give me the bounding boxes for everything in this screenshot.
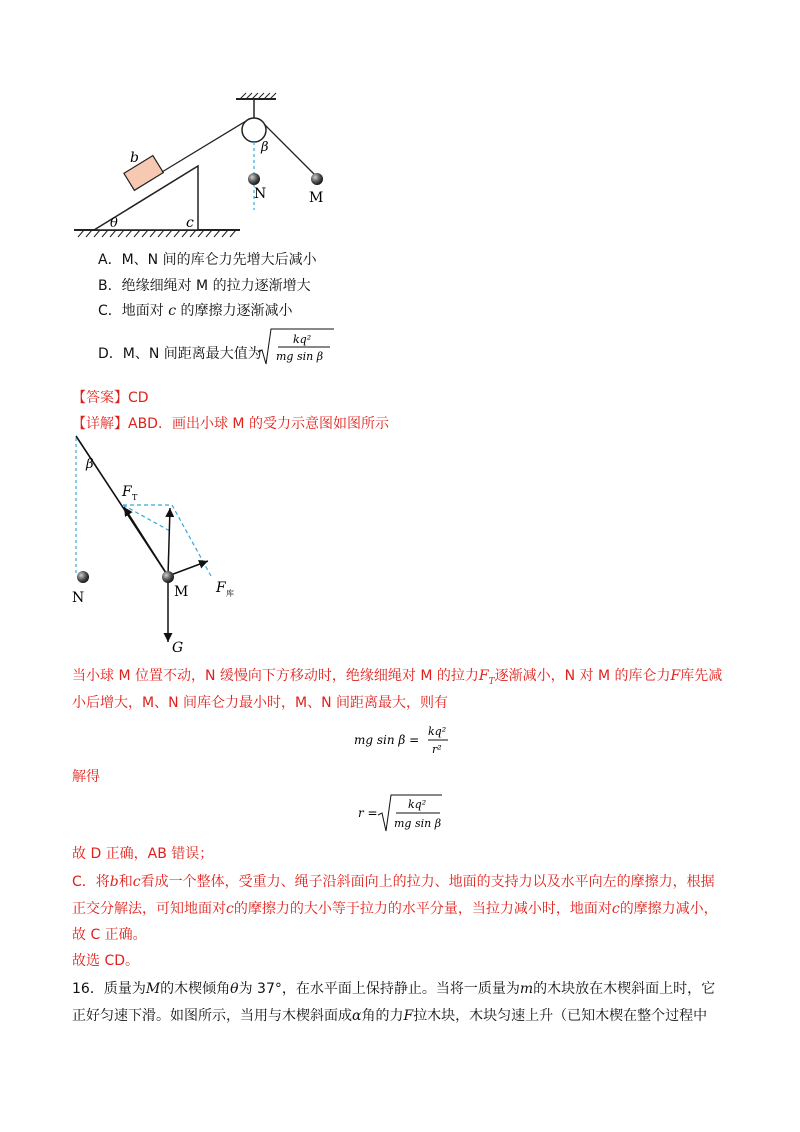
c-line2-d: c [611, 901, 620, 917]
q16-l2-F: F [403, 1008, 414, 1024]
q16-l1-m: m [519, 981, 534, 997]
c-line1-a: C．将 [72, 874, 110, 890]
label-c: c [186, 215, 194, 231]
c-line2-c: 的摩擦力的大小等于拉力的水平分量，当拉力减小时，地面对 [233, 901, 612, 917]
label-Fku-sub: 库 [226, 589, 234, 598]
equation-1 [352, 718, 462, 760]
option-d-formula [256, 326, 336, 368]
conclusion-1: 故 D 正确，AB 错误； [72, 846, 214, 862]
label-N: N [72, 590, 85, 606]
ball-M-icon [162, 571, 174, 583]
eq1-left: mg sin β = [354, 733, 420, 747]
label-beta: β [261, 140, 269, 155]
q16-l2-a: 正好匀速下滑。如图所示，当用与木楔斜面成 [72, 1008, 352, 1024]
q16-l1-M: M [145, 981, 161, 997]
q16-l1-a: 16．质量为 [72, 981, 146, 997]
q16-l2-alpha: α [352, 1008, 362, 1024]
q16-l1-b: 的木楔倾角 [160, 981, 231, 997]
option-a: A．M、N 间的库仑力先增大后减小 [98, 252, 317, 268]
q16-l2-c: 拉木块，木块匀速上升（已知木楔在整个过程中 [413, 1008, 708, 1024]
eq2-denominator: mg sin β [394, 817, 442, 830]
figure-force-diagram [66, 434, 266, 662]
eq1-numerator: kq² [428, 725, 447, 738]
label-beta: β [86, 457, 94, 472]
q16-line2 [72, 1003, 752, 1029]
figure-incline-pulley [70, 90, 350, 250]
option-c-var: c [168, 303, 177, 319]
answer-line [72, 387, 149, 407]
explain-line1-b: 逐渐减小，N 对 M 的库仑力 [494, 668, 671, 684]
q16-l1-theta: θ [230, 981, 239, 997]
label-G: G [172, 640, 184, 656]
option-b: B．绝缘细绳对 M 的拉力逐渐增大 [98, 278, 311, 294]
explain-line2: 小后增大，M、N 间库仑力最小时，M、N 间距离最大，则有 [72, 695, 449, 711]
ball-M-icon [311, 173, 323, 185]
eq2-left: r = [358, 806, 378, 820]
option-d-denominator: mg sin β [276, 350, 324, 363]
label-M: M [174, 584, 189, 600]
explain-line1-c: 库先减 [680, 668, 723, 684]
ball-N-icon [248, 173, 260, 185]
c-line1-c: 和 [118, 874, 133, 890]
q16-l1-d: 的木块放在木楔斜面上时，它 [533, 981, 716, 997]
q16-line1 [72, 976, 752, 1002]
explain-ft-sub: T [488, 676, 495, 687]
detail-intro: ABD．画出小球 M 的受力示意图如图所示 [128, 416, 389, 432]
option-c [98, 300, 293, 320]
c-explain-line1 [72, 869, 752, 895]
c-line1-b: b [109, 874, 119, 890]
label-theta: θ [110, 216, 118, 231]
explain-line1-text: 当小球 M 位置不动，N 缓慢向下方移动时，绝缘细绳对 M 的拉力 [72, 668, 479, 684]
c-line1-e: 看成一个整体，受重力、绳子沿斜面向上的拉力、地面的支持力以及水平向左的摩擦力，根据 [140, 874, 715, 890]
option-c-prefix: C．地面对 [98, 303, 164, 319]
q16-l2-b: 角的力 [361, 1008, 404, 1024]
c-line1-d: c [132, 874, 141, 890]
c-line2-b: c [226, 901, 234, 917]
final-answer: 故选 CD。 [72, 953, 140, 969]
label-FT-sub: T [132, 493, 138, 502]
ball-N-icon [77, 571, 89, 583]
label-Fku: F [216, 580, 226, 596]
label-FT: F [122, 484, 132, 500]
label-M: M [309, 190, 324, 206]
label-N: N [254, 186, 267, 202]
c-line2-a: 正交分解法，可知地面对 [72, 901, 226, 917]
option-d: D．M、N 间距离最大值为 [98, 346, 262, 362]
eq1-denominator: r² [432, 743, 442, 756]
equation-2 [356, 791, 446, 835]
c-explain-line2 [72, 896, 752, 922]
c-line2-e: 的摩擦力减小， [619, 901, 718, 917]
option-c-suffix: 的摩擦力逐渐减小 [180, 303, 293, 319]
explain-f: F [670, 668, 681, 684]
option-d-numerator: kq² [293, 333, 312, 346]
eq2-numerator: kq² [408, 798, 427, 811]
q16-l1-c: 为 37°，在水平面上保持静止。当将一质量为 [238, 981, 520, 997]
detail-line [72, 413, 389, 433]
detail-tag: 【详解】 [72, 416, 128, 432]
answer-value: CD [128, 390, 149, 406]
answer-tag: 【答案】 [72, 390, 128, 406]
label-b: b [130, 150, 139, 166]
explain-ft: F [478, 668, 489, 684]
c-explain-line3: 故 C 正确。 [72, 927, 147, 943]
solve-label: 解得 [72, 769, 100, 785]
